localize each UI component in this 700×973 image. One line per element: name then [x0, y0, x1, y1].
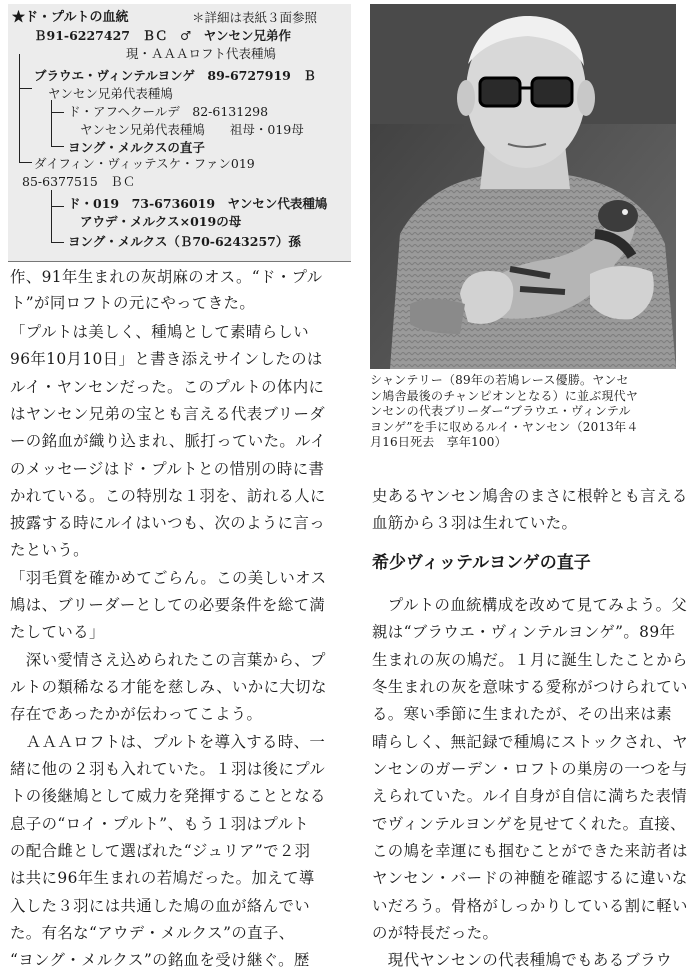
pedigree-dam: ダイフィン・ヴィッテスケ・ファン019: [34, 156, 255, 171]
body-line: ト”が同ロフトの元にやってきた。: [10, 294, 256, 312]
pedigree-line: ド・アフヘクールデ 82-6131298: [68, 104, 269, 119]
pedigree-line: ヤンセン兄弟代表種鳩: [48, 86, 173, 101]
body-line: 存在であったかが伝わってこよう。: [10, 705, 263, 723]
pedigree-line: 現・ＡＡＡロフト代表種鳩: [126, 46, 277, 61]
body-line: ＡＡＡロフトは、プルトを導入する時、一: [10, 733, 326, 751]
photo-illustration: [370, 4, 676, 369]
pedigree-line: 85-6377515 ＢＣ: [22, 174, 136, 189]
body-line: ルトの類稀なる才能を慈しみ、いかに大切な: [10, 678, 327, 696]
body-line: ンセンのガーデン・ロフトの巣房の一つを与: [372, 760, 688, 778]
pedigree-bracket: [19, 88, 32, 163]
caption-line: ヨンゲ”を手に収めるルイ・ヤンセン（2013年４: [370, 419, 639, 434]
body-line: この鳩を幸運にも掴むことができた来訪者は: [372, 842, 688, 860]
body-line: たしている」: [10, 623, 105, 641]
body-line: 入した３羽には共通した鳩の血が絡んでい: [10, 897, 311, 915]
body-line: 「プルトは美しく、種鳩として素晴らしい: [10, 323, 310, 341]
body-line: 96年10月10日」と書き添えサインしたのは: [10, 350, 323, 368]
body-line: いだろう。骨格がしっかりしている割に軽い: [372, 897, 688, 915]
body-line: のが特長だった。: [372, 924, 499, 942]
body-line: 血筋から３羽は生れていた。: [372, 514, 578, 532]
body-line: の配合雌として選ばれた“ジュリア”で２羽: [10, 842, 311, 860]
body-line: 晴らしく、無記録で種鳩にストックされ、ヤ: [372, 733, 688, 751]
caption-line: ン鳩舎最後のチャンピオンとなる）に並ぶ現代ヤ: [370, 388, 639, 403]
pedigree-line: ヨング・メルクス（Ｂ70-6243257）孫: [68, 234, 301, 249]
body-line: 親は“ブラウエ・ヴィンテルヨンゲ”。89年: [372, 623, 676, 641]
pedigree-title: ★ド・プルトの血統: [12, 10, 129, 25]
caption-line: シャンテリー（89年の若鳩レース優勝。ヤンセ: [370, 373, 629, 387]
section-heading: 希少ヴィッテルヨンゲの直子: [372, 553, 591, 573]
body-line: 深い愛情さえ込められたこの言葉から、プ: [10, 651, 326, 669]
body-line: のメッセージはド・プルトとの惜別の時に書: [10, 460, 325, 478]
body-line: えられていた。ルイ自身が自信に満ちた表情: [372, 787, 688, 805]
body-line: た。有名な“アウデ・メルクス”の直子、: [10, 924, 295, 942]
body-line: 史あるヤンセン鳩舎のまさに根幹とも言える: [372, 487, 688, 505]
body-line: はヤンセン兄弟の宝とも言える代表ブリーダ: [10, 405, 326, 423]
body-line: 「羽毛質を確かめてごらん。この美しいオス: [10, 569, 327, 587]
body-line: 息子の“ロイ・プルト”、もう１羽はプルト: [10, 815, 310, 833]
caption-line: 月16日死去 享年100）: [370, 435, 507, 449]
body-line: 生まれの灰の鳩だ。１月に誕生したことから: [372, 651, 688, 669]
pedigree-box: [8, 4, 351, 262]
pedigree-line: Ｂ91-6227427 ＢＣ ♂ ヤンセン兄弟作: [34, 28, 292, 43]
pedigree-bracket: [19, 54, 32, 89]
pedigree-reference: ＊詳細は表紙３面参照: [192, 10, 318, 25]
body-line: る。寒い季節に生まれたが、その出来は素: [372, 705, 673, 723]
photo-man-with-pigeon: [370, 4, 676, 369]
body-line: ルイ・ヤンセンだった。このプルトの体内に: [10, 378, 325, 396]
body-line: ーの銘血が織り込まれ、脈打っていた。ルイ: [10, 432, 326, 450]
body-line: 冬生まれの灰を意味する愛称がつけられてい: [372, 678, 688, 696]
photo-caption: [370, 373, 678, 451]
body-line: は共に96年生まれの若鳩だった。加えて導: [10, 869, 315, 887]
pedigree-line: ド・019 73-6736019 ヤンセン代表種鳩: [68, 196, 328, 211]
body-line: 作、91年生まれの灰胡麻のオス。“ド・プル: [10, 268, 323, 286]
body-line: かれている。この特別な１羽を、訪れる人に: [10, 487, 326, 505]
body-line: 披露する時にルイはいつも、次のように言っ: [10, 514, 326, 532]
body-line: プルトの血統構成を改めて見てみよう。父: [372, 596, 688, 614]
pedigree-sire: ブラウエ・ヴィンテルヨンゲ 89-6727919 Ｂ: [34, 68, 316, 83]
body-line: たという。: [10, 541, 89, 559]
body-line: 現代ヤンセンの代表種鳩でもあるブラウ: [372, 951, 672, 969]
pedigree-line: ヨング・メルクスの直子: [68, 140, 205, 155]
body-line: “ヨング・メルクス”の銘血を受け継ぐ。歴: [10, 951, 310, 969]
body-line: 鳩は、ブリーダーとしての必要条件を総て満: [10, 596, 326, 614]
pedigree-line: ヤンセン兄弟代表種鳩 祖母・019母: [80, 122, 304, 137]
caption-line: ンセンの代表ブリーダー“ブラウエ・ヴィンテル: [370, 404, 631, 418]
pedigree-bracket: [51, 112, 64, 147]
body-line: トの後継鳩として威力を発揮することとなる: [10, 787, 326, 805]
pedigree-line: アウデ・メルクス×019の母: [80, 214, 242, 229]
pedigree-bracket: [51, 190, 64, 207]
body-line: ヤンセン・バードの神髄を確認するに違いな: [372, 869, 688, 887]
body-line: 緒に他の２羽も入れていた。１羽は後にプル: [10, 760, 326, 778]
pedigree-bracket: [51, 206, 64, 243]
body-line: でヴィンテルヨンゲを見せてくれた。直接、: [372, 815, 686, 833]
